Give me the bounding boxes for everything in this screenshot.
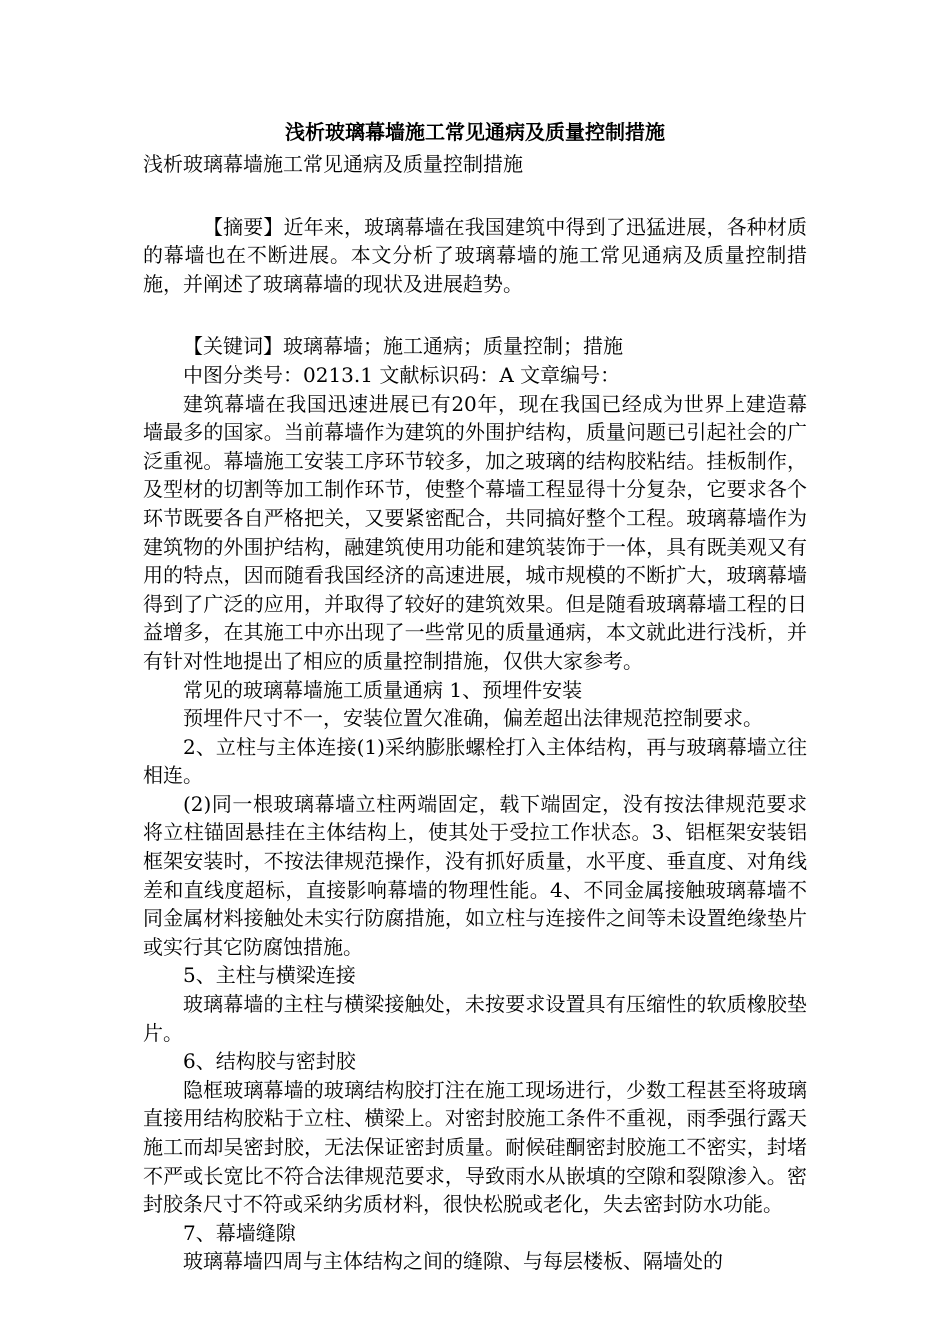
body-paragraph: 预埋件尺寸不一，安装位置欠准确，偏差超出法律规范控制要求。 <box>183 706 763 731</box>
body-paragraph: (2)同一根玻璃幕墙立柱两端固定，载下端固定，没有按法律规范要求将立柱锚固悬挂在主体结构上，使其处于受拉工作状态。3、铝框架安装铝框架安装时，不按法律规范操作，没有抓好质量，水平度、垂直度、对角线差和直线度超标，直接影响幕墙的物理性能。4、不同金属接触玻璃幕墙不同金属材料接触处未实行防腐措施，如立柱与连接件之间等未设置绝缘垫片或实行其它防腐蚀措施。 <box>143 791 807 959</box>
section-heading: 常见的玻璃幕墙施工质量通病 1、预埋件安装 <box>183 677 583 702</box>
classification-line: 中图分类号：0213.1 文献标识码：A 文章编号： <box>183 362 621 387</box>
document-subtitle: 浅析玻璃幕墙施工常见通病及质量控制措施 <box>143 152 523 176</box>
body-paragraph: 隐框玻璃幕墙的玻璃结构胶打注在施工现场进行，少数工程甚至将玻璃直接用结构胶粘于立柱、横梁上。对密封胶施工条件不重视，雨季强行露天施工而却吴密封胶，无法保证密封质量。耐候硅酮密封胶施工不密实，封堵不严或长宽比不符合法律规范要求，导致雨水从嵌填的空隙和裂隙渗入。密封胶条尺寸不符或采纳劣质材料，很快松脱或老化，失去密封防水功能。 <box>143 1077 807 1217</box>
abstract-paragraph: 【摘要】近年来，玻璃幕墙在我国建筑中得到了迅猛进展，各种材质的幕墙也在不断进展。本文分析了玻璃幕墙的施工常见通病及质量控制措施，并阐述了玻璃幕墙的现状及进展趋势。 <box>143 214 807 296</box>
body-paragraph: 建筑幕墙在我国迅速进展已有20年，现在我国已经成为世界上建造幕墙最多的国家。当前幕墙作为建筑的外围护结构，质量问题已引起社会的广泛重视。幕墙施工安装工序环节较多，加之玻璃的结构胶粘结。挂板制作，及型材的切割等加工制作环节，使整个幕墙工程显得十分复杂，它要求各个环节既要各自严格把关，又要紧密配合，共同搞好整个工程。玻璃幕墙作为建筑物的外围护结构，融建筑使用功能和建筑装饰于一体，具有既美观又有用的特点，因而随看我国经济的高速进展，城市规模的不断扩大，玻璃幕墙得到了广泛的应用，并取得了较好的建筑效果。但是随看玻璃幕墙工程的日益增多，在其施工中亦出现了一些常见的质量通病，本文就此进行浅析，并有针对性地提出了相应的质量控制措施，仅供大家参考。 <box>143 391 807 673</box>
section-heading: 5、主柱与横梁连接 <box>183 963 356 988</box>
body-paragraph: 玻璃幕墙四周与主体结构之间的缝隙、与每层楼板、隔墙处的 <box>183 1249 723 1274</box>
body-paragraph: 2、立柱与主体连接(1)采纳膨胀螺栓打入主体结构，再与玻璃幕墙立往相连。 <box>143 734 807 788</box>
body-paragraph: 玻璃幕墙的主柱与横梁接触处，未按要求设置具有压缩性的软质橡胶垫片。 <box>143 992 807 1045</box>
keywords-line: 【关键词】玻璃幕墙；施工通病；质量控制；措施 <box>183 334 623 359</box>
section-heading: 7、幕墙缝隙 <box>183 1220 296 1245</box>
section-heading: 6、结构胶与密封胶 <box>183 1049 356 1074</box>
document-body <box>143 118 807 1276</box>
document-title: 浅析玻璃幕墙施工常见通病及质量控制措施 <box>285 120 665 144</box>
